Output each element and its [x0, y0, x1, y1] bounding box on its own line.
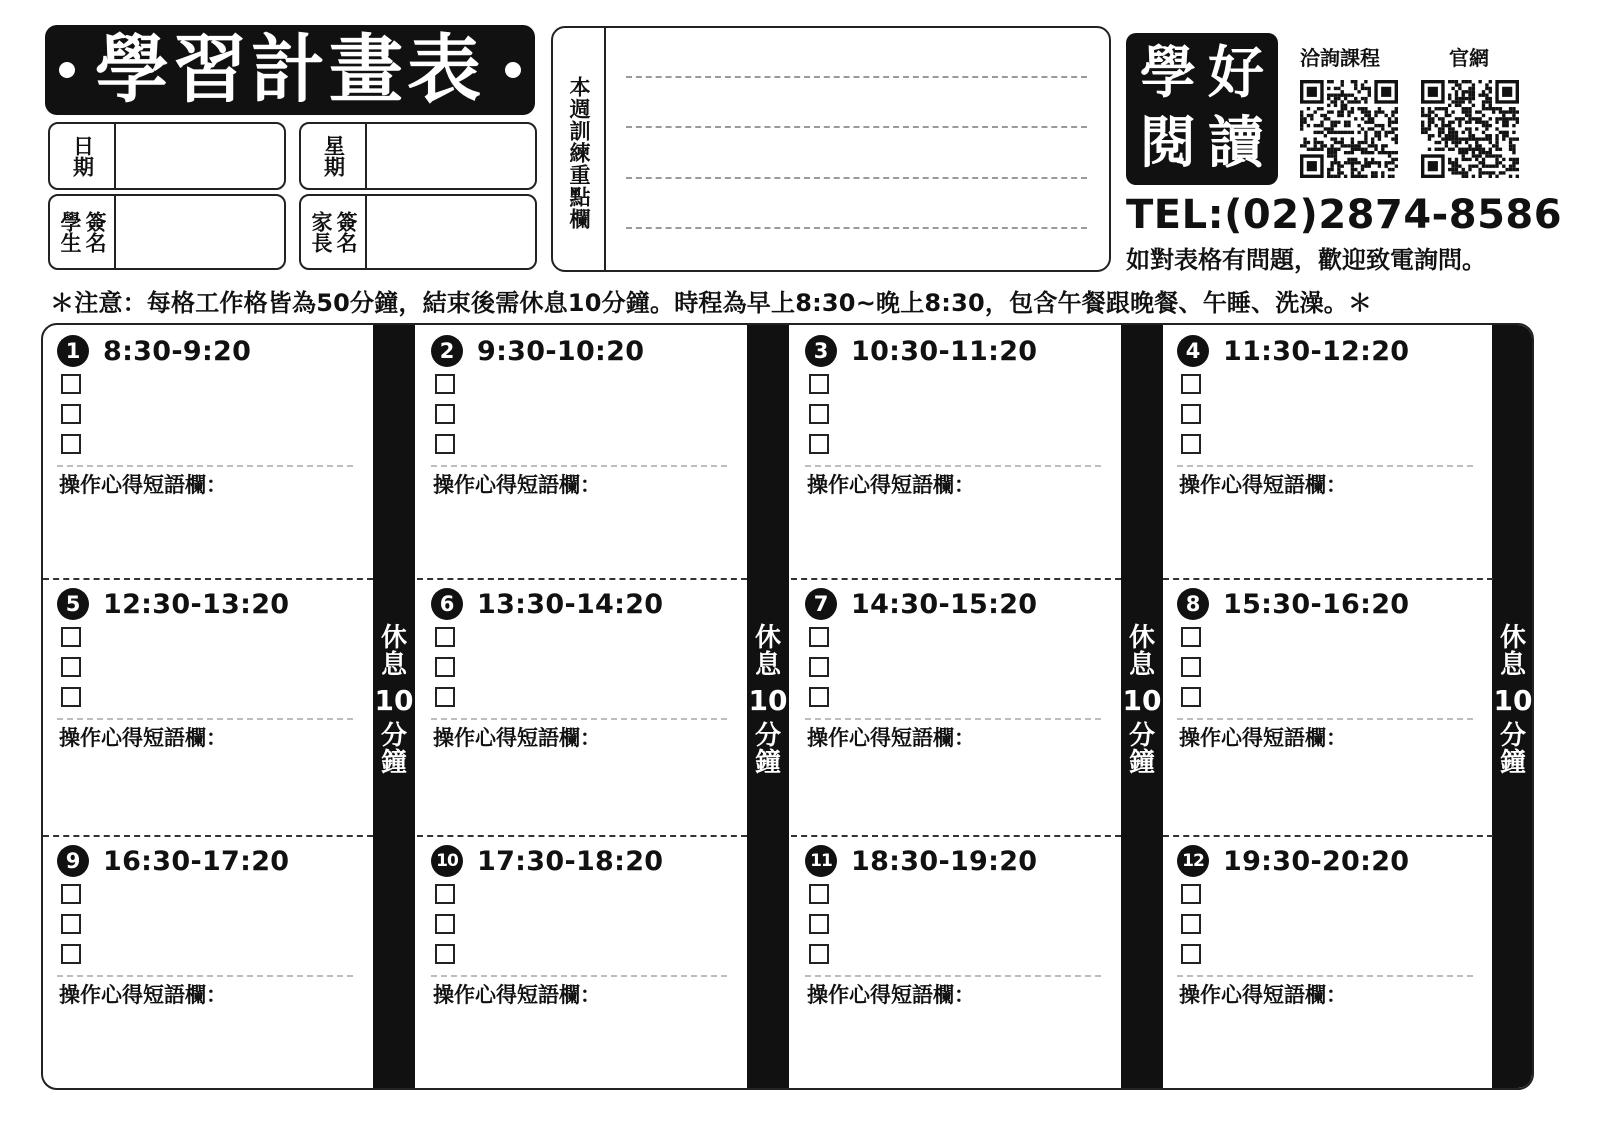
date-input-area[interactable]	[116, 124, 284, 188]
task-checkboxes	[61, 374, 81, 464]
weekday-field	[299, 122, 537, 190]
slot-time: 8:30-9:20	[103, 335, 252, 367]
parent-sign-label-line2: 簽名	[334, 211, 358, 253]
slot-time: 18:30-19:20	[851, 845, 1038, 877]
note-divider	[805, 718, 1101, 720]
break-label-char: 分	[1499, 720, 1526, 751]
slot-time: 14:30-15:20	[851, 588, 1038, 620]
page-title: 學習計畫表	[95, 27, 485, 113]
task-checkboxes	[1181, 374, 1201, 464]
time-slot-cell	[1163, 835, 1493, 1090]
task-checkbox[interactable]	[61, 687, 81, 707]
qr-site-label: 官網	[1449, 46, 1489, 70]
break-label-char: 息	[1128, 650, 1155, 681]
break-label	[373, 625, 415, 778]
student-sign-label-cell	[50, 196, 116, 268]
logo-char: 學	[1140, 41, 1196, 106]
brand-logo	[1126, 33, 1278, 185]
slot-number-badge: 7	[805, 588, 837, 620]
slot-header	[431, 845, 663, 877]
task-checkbox[interactable]	[809, 404, 829, 424]
slot-header	[805, 335, 1037, 367]
task-checkbox[interactable]	[61, 944, 81, 964]
task-checkboxes	[435, 884, 455, 974]
qr-code-course-icon[interactable]	[1300, 80, 1398, 178]
time-slot-cell	[791, 325, 1121, 578]
time-slot-cell	[1163, 325, 1493, 578]
weekly-focus-label: 本週訓練重點欄	[567, 76, 591, 230]
note-label[interactable]: 操作心得短語欄：	[1179, 726, 1347, 750]
student-sign-label-line1: 學生	[58, 211, 82, 253]
task-checkbox[interactable]	[435, 657, 455, 677]
note-divider	[805, 465, 1101, 467]
break-bar	[1121, 325, 1163, 1088]
slot-number-badge: 11	[805, 845, 837, 877]
slot-time: 19:30-20:20	[1223, 845, 1410, 877]
slot-number-badge: 8	[1177, 588, 1209, 620]
task-checkbox[interactable]	[1181, 687, 1201, 707]
note-label[interactable]: 操作心得短語欄：	[807, 473, 975, 497]
break-label-char: 休	[1128, 623, 1155, 653]
weekly-focus-writing-area[interactable]	[606, 28, 1109, 270]
time-slot-cell	[43, 835, 373, 1090]
task-checkbox[interactable]	[809, 657, 829, 677]
task-checkboxes	[1181, 627, 1201, 717]
break-label-char: 休	[380, 623, 407, 653]
note-divider	[1177, 975, 1473, 977]
student-sign-label-line2: 簽名	[83, 211, 107, 253]
note-divider	[805, 975, 1101, 977]
slot-number-badge: 2	[431, 335, 463, 367]
date-label: 日期	[70, 135, 95, 177]
help-text: 如對表格有問題，歡迎致電詢問。	[1126, 246, 1486, 274]
note-label[interactable]: 操作心得短語欄：	[807, 726, 975, 750]
logo-char: 閱	[1140, 111, 1196, 176]
break-label-char: 分	[754, 720, 781, 751]
task-checkbox[interactable]	[61, 434, 81, 454]
bullet-dot-icon	[59, 62, 75, 78]
break-bar	[373, 325, 415, 1088]
time-slot-cell	[1163, 578, 1493, 835]
task-checkbox[interactable]	[435, 434, 455, 454]
break-label	[1121, 625, 1163, 778]
student-signature-area[interactable]	[116, 196, 284, 268]
parent-sign-label-cell	[301, 196, 367, 268]
break-minutes: 10	[374, 683, 414, 717]
student-signature-field	[48, 194, 286, 270]
slot-time: 10:30-11:20	[851, 335, 1038, 367]
qr-code-website-icon[interactable]	[1421, 80, 1519, 178]
note-label[interactable]: 操作心得短語欄：	[1179, 983, 1347, 1007]
task-checkbox[interactable]	[1181, 404, 1201, 424]
telephone-number: TEL:(02)2874-8586	[1126, 192, 1563, 238]
break-label-char: 休	[754, 623, 781, 653]
note-label[interactable]: 操作心得短語欄：	[433, 983, 601, 1007]
parent-sign-label-line1: 家長	[309, 211, 333, 253]
slot-header	[57, 588, 289, 620]
slot-header	[1177, 845, 1409, 877]
slot-time: 11:30-12:20	[1223, 335, 1410, 367]
task-checkbox[interactable]	[61, 404, 81, 424]
slot-header	[805, 845, 1037, 877]
writing-line	[626, 227, 1087, 229]
task-checkboxes	[1181, 884, 1201, 974]
logo-char: 好	[1208, 41, 1264, 106]
slot-header	[805, 588, 1037, 620]
title-banner	[45, 25, 535, 115]
task-checkbox[interactable]	[61, 914, 81, 934]
date-field	[48, 122, 286, 190]
task-checkboxes	[61, 627, 81, 717]
weekday-label: 星期	[321, 135, 346, 177]
break-bar	[747, 325, 789, 1088]
weekday-label-cell	[301, 124, 367, 188]
date-label-cell	[50, 124, 116, 188]
slot-header	[431, 335, 644, 367]
task-checkboxes	[435, 374, 455, 464]
time-slot-cell	[43, 578, 373, 835]
task-checkbox[interactable]	[809, 884, 829, 904]
task-checkbox[interactable]	[1181, 914, 1201, 934]
slot-number-badge: 1	[57, 335, 89, 367]
task-checkbox[interactable]	[809, 374, 829, 394]
task-checkbox[interactable]	[1181, 627, 1201, 647]
note-label[interactable]: 操作心得短語欄：	[807, 983, 975, 1007]
slot-time: 15:30-16:20	[1223, 588, 1410, 620]
slot-number-badge: 12	[1177, 845, 1209, 877]
time-slot-cell	[417, 578, 747, 835]
break-label	[1492, 625, 1534, 778]
slot-time: 16:30-17:20	[103, 845, 290, 877]
note-label[interactable]: 操作心得短語欄：	[59, 726, 227, 750]
note-divider	[431, 718, 727, 720]
time-slot-cell	[417, 325, 747, 578]
note-label[interactable]: 操作心得短語欄：	[59, 983, 227, 1007]
slot-header	[57, 845, 289, 877]
break-label-char: 息	[1499, 650, 1526, 681]
note-label[interactable]: 操作心得短語欄：	[1179, 473, 1347, 497]
break-minutes: 10	[748, 683, 788, 717]
slot-number-badge: 5	[57, 588, 89, 620]
break-label-char: 分	[380, 720, 407, 751]
task-checkbox[interactable]	[61, 627, 81, 647]
note-divider	[57, 465, 353, 467]
break-label-char: 分	[1128, 720, 1155, 751]
parent-signature-area[interactable]	[367, 196, 535, 268]
slot-number-badge: 4	[1177, 335, 1209, 367]
time-slot-cell	[791, 578, 1121, 835]
parent-signature-field	[299, 194, 537, 270]
task-checkbox[interactable]	[1181, 657, 1201, 677]
slot-header	[1177, 588, 1409, 620]
task-checkbox[interactable]	[1181, 944, 1201, 964]
task-checkbox[interactable]	[61, 657, 81, 677]
slot-number-badge: 10	[431, 845, 463, 877]
writing-line	[626, 126, 1087, 128]
break-label-char: 鐘	[754, 748, 781, 779]
weekly-focus-box	[551, 26, 1111, 272]
task-checkbox[interactable]	[809, 627, 829, 647]
slot-time: 12:30-13:20	[103, 588, 290, 620]
note-divider	[431, 975, 727, 977]
task-checkbox[interactable]	[435, 884, 455, 904]
note-label[interactable]: 操作心得短語欄：	[433, 473, 601, 497]
task-checkbox[interactable]	[1181, 884, 1201, 904]
writing-line	[626, 177, 1087, 179]
task-checkbox[interactable]	[435, 404, 455, 424]
task-checkbox[interactable]	[809, 914, 829, 934]
task-checkbox[interactable]	[435, 627, 455, 647]
break-label-char: 息	[754, 650, 781, 681]
note-divider	[1177, 465, 1473, 467]
break-bar	[1492, 325, 1534, 1088]
time-slot-cell	[791, 835, 1121, 1090]
schedule-grid	[41, 323, 1534, 1090]
break-label-char: 休	[1499, 623, 1526, 653]
task-checkboxes	[809, 627, 829, 717]
slot-header	[1177, 335, 1409, 367]
task-checkbox[interactable]	[809, 434, 829, 454]
bullet-dot-icon	[505, 62, 521, 78]
task-checkboxes	[61, 884, 81, 974]
time-slot-cell	[417, 835, 747, 1090]
task-checkbox[interactable]	[809, 687, 829, 707]
task-checkbox[interactable]	[435, 914, 455, 934]
task-checkboxes	[809, 884, 829, 974]
break-label-char: 息	[380, 650, 407, 681]
time-slot-cell	[43, 325, 373, 578]
weekday-input-area[interactable]	[367, 124, 535, 188]
break-minutes: 10	[1122, 683, 1162, 717]
task-checkbox[interactable]	[435, 687, 455, 707]
note-divider	[1177, 718, 1473, 720]
note-label[interactable]: 操作心得短語欄：	[433, 726, 601, 750]
note-divider	[57, 718, 353, 720]
task-checkbox[interactable]	[435, 944, 455, 964]
break-label	[747, 625, 789, 778]
slot-header	[57, 335, 251, 367]
qr-course-label: 洽詢課程	[1300, 46, 1380, 70]
task-checkbox[interactable]	[61, 884, 81, 904]
task-checkbox[interactable]	[1181, 374, 1201, 394]
logo-char: 讀	[1208, 111, 1264, 176]
task-checkbox[interactable]	[61, 374, 81, 394]
slot-header	[431, 588, 663, 620]
note-label[interactable]: 操作心得短語欄：	[59, 473, 227, 497]
slot-time: 13:30-14:20	[477, 588, 664, 620]
slot-time: 9:30-10:20	[477, 335, 645, 367]
slot-number-badge: 6	[431, 588, 463, 620]
slot-number-badge: 3	[805, 335, 837, 367]
task-checkboxes	[809, 374, 829, 464]
note-divider	[431, 465, 727, 467]
task-checkboxes	[435, 627, 455, 717]
break-label-char: 鐘	[380, 748, 407, 779]
notice-text: ＊注意：每格工作格皆為50分鐘，結束後需休息10分鐘。時程為早上8:30~晚上8:30，包含午餐跟晚餐、午睡、洗澡。＊	[50, 289, 1373, 317]
break-label-char: 鐘	[1499, 748, 1526, 779]
note-divider	[57, 975, 353, 977]
break-label-char: 鐘	[1128, 748, 1155, 779]
writing-line	[626, 76, 1087, 78]
task-checkbox[interactable]	[809, 944, 829, 964]
slot-time: 17:30-18:20	[477, 845, 664, 877]
weekly-focus-label-cell	[553, 28, 606, 270]
slot-number-badge: 9	[57, 845, 89, 877]
task-checkbox[interactable]	[435, 374, 455, 394]
task-checkbox[interactable]	[1181, 434, 1201, 454]
break-minutes: 10	[1493, 683, 1533, 717]
